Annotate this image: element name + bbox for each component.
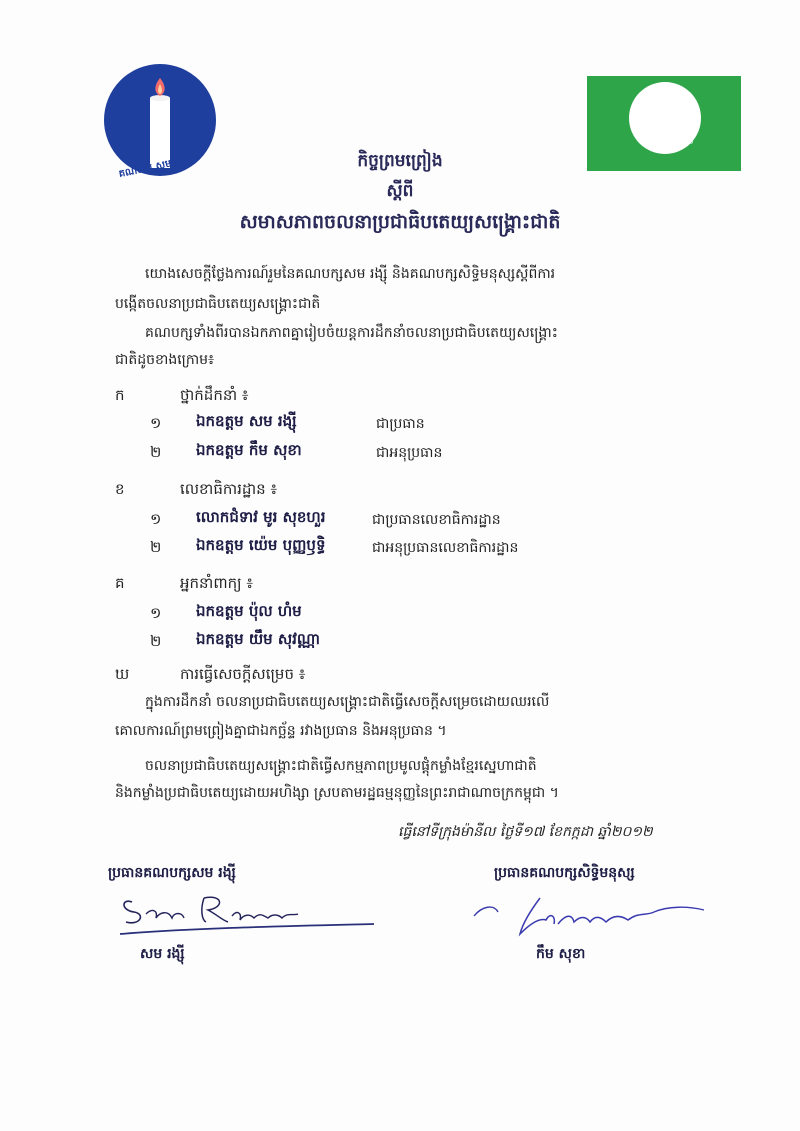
row-number: ១: [150, 414, 162, 432]
title-subject: សមាសភាពចលនាប្រជាធិបតេយ្យសង្គ្រោះជាតិ: [239, 211, 561, 233]
left-signatory-title: ប្រធានគណបក្សសម រង្ស៊ី: [108, 865, 236, 881]
right-signatory-title: ប្រធានគណបក្សសិទ្ធិមនុស្ស: [494, 865, 635, 881]
left-signature: [112, 888, 382, 938]
member-role: ជាប្រធានលេខាធិការដ្ឋាន: [372, 512, 501, 528]
intro-line-2: បង្កើតចលនាប្រជាធិបតេយ្យសង្គ្រោះជាតិ: [115, 296, 321, 312]
section-letter: ក: [115, 386, 125, 404]
intro-line-1: យោងសេចក្តីថ្លែងការណ៍រួមនៃគណបក្សសម រង្ស៊ី និងគណបក្សសិទ្ធិមនុស្សស្តីពីការ: [145, 266, 556, 282]
row-number: ២: [150, 632, 162, 650]
title-agreement: កិច្ចព្រមព្រៀង: [357, 151, 443, 171]
section-label-spokespersons: អ្នកនាំពាក្យ ៖: [180, 574, 253, 592]
row-number: ២: [150, 538, 162, 556]
member-name: ឯកឧត្តម កឹម សុខា: [196, 441, 302, 459]
section-label-decision: ការធ្វើសេចក្តីសម្រេច ៖: [180, 665, 306, 683]
member-name: ឯកឧត្តម យឹម សុវណ្ណា: [196, 630, 320, 648]
member-name: លោកជំទាវ មូរ សុខហួរ: [196, 508, 326, 526]
left-signatory-name: សម រង្ស៊ី: [140, 946, 185, 962]
member-name: ឯកឧត្តម យ៉េម បុញ្ញឫទ្ធិ: [196, 536, 326, 554]
right-signature: [468, 892, 738, 942]
section-letter: ខ: [115, 480, 125, 498]
intro-line-3: គណបក្សទាំងពីរបានឯកភាពគ្នារៀបចំយន្តការដឹកនាំចលនាប្រជាធិបតេយ្យសង្គ្រោះ: [145, 325, 558, 341]
dateline: ធ្វើនៅទីក្រុងម៉ានីល ថ្ងៃទី១៧ ខែកក្កដា ឆ្នាំ២០១២: [398, 824, 653, 840]
decision-line-1: ក្នុងការដឹកនាំ ចលនាប្រជាធិបតេយ្យសង្គ្រោះជាតិធ្វើសេចក្តីសម្រេចដោយឈរលើ: [145, 694, 550, 710]
intro-line-4: ជាតិដូចខាងក្រោម៖: [115, 352, 215, 368]
decision-line-3: ចលនាប្រជាធិបតេយ្យសង្គ្រោះជាតិធ្វើសកម្មភាពប្រមូលផ្តុំកម្លាំងខ្មែរស្នេហាជាតិ: [145, 758, 537, 774]
section-letter: គ: [115, 574, 125, 592]
left-logo-caption: គណបក្ស សម រង្ស៊ី: [117, 154, 189, 181]
row-number: ១: [150, 604, 162, 622]
section-label-leadership: ថ្នាក់ដឹកនាំ ៖: [180, 386, 249, 404]
section-label-secretariat: លេខាធិការដ្ឋាន ៖: [180, 480, 278, 498]
row-number: ២: [150, 443, 162, 461]
member-name: ឯកឧត្តម សម រង្ស៊ី: [196, 412, 297, 430]
member-role: ជាប្រធាន: [376, 416, 425, 432]
decision-line-4: និងកម្លាំងប្រជាធិបតេយ្យដោយអហិង្សា ស្របតាមរដ្ឋធម្មនុញ្ញនៃព្រះរាជាណាចក្រកម្ពុជា ។: [115, 785, 559, 801]
decision-line-2: គោលការណ៍ព្រមព្រៀងគ្នាជាឯកច្ឆ័ន្ទ រវាងប្រធាន និងអនុប្រធាន ។: [115, 723, 447, 739]
right-signatory-name: កឹម សុខា: [536, 946, 586, 962]
section-letter: ឃ: [115, 665, 130, 683]
right-logo-caption: គណបក្សសិទ្ធិមនុស្ស: [640, 136, 694, 144]
row-number: ១: [150, 510, 162, 528]
title-about: ស្តីពី: [386, 181, 414, 201]
member-name: ឯកឧត្តម ប៉ុល ហំម: [196, 602, 302, 620]
member-role: ជាអនុប្រធានលេខាធិការដ្ឋាន: [372, 540, 519, 556]
member-role: ជាអនុប្រធាន: [376, 445, 443, 461]
